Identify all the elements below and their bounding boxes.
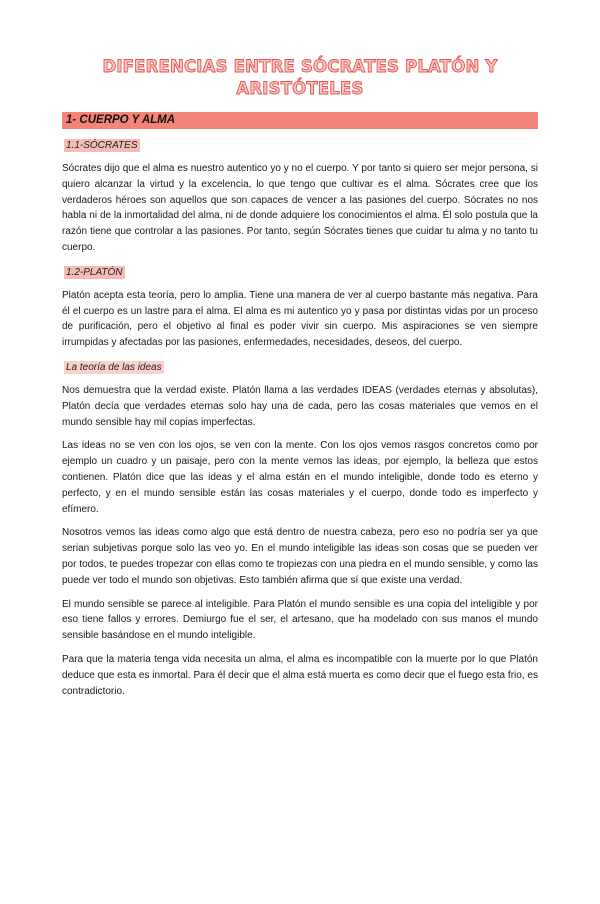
- document-title: DIFERENCIAS ENTRE SÓCRATES PLATÓN Y ARISTÓTELES: [102, 57, 498, 98]
- paragraph-ideas-2: Las ideas no se ven con los ojos, se ven con la mente. Con los ojos vemos rasgos concretos como por ejemplo un cuadro y un paisaje, pero con la mente vemos las ideas, por ejemplo, la belleza que estos contienen. Platón dice que las ideas y el alma están en el mundo inteligible, donde todo es eterno y perfecto, y en el mundo sensible están las cosas materiales y el cuerpo, donde todo es imperfecto y efímero.: [62, 440, 538, 515]
- paragraph-ideas-1: Nos demuestra que la verdad existe. Platón llama a las verdades IDEAS (verdades eternas y absolutas), Platón decía que verdades eternas solo hay una de cada, pero las cosas materiales que vemos en el mundo sensible hay mil copias imperfectas.: [62, 384, 538, 428]
- subheading-teoria-ideas: La teoría de las ideas: [66, 361, 162, 373]
- paragraph-socrates: Sócrates dijo que el alma es nuestro autentico yo y no el cuerpo. Y por tanto si quiero ser mejor persona, si quiero alcanzar la virtud y la excelencia, lo que tengo que cultivar es el alma. Sócrates cree que los verdaderos héroes son aquellos que son capaces de vencer a las pasiones del cuerpo. Sócrates no nos habla ni de la inmortalidad del alma, ni de donde adquiere los conocimientos el alma. Él solo postula que la razón tiene que controlar a las pasiones. Por tanto, según Sócrates tienes que cuidar tu alma y no tanto tu cuerpo.: [62, 163, 538, 253]
- paragraph-ideas-5: Para que la materia tenga vida necesita un alma, el alma es incompatible con la muerte por lo que Platón deduce que esta es inmortal. Para él decir que el alma está muerta es como decir que el fuego esta frio, es contradictorio.: [62, 653, 538, 697]
- paragraph-ideas-4: El mundo sensible se parece al inteligible. Para Platón el mundo sensible es una copia del inteligible y por eso tiene fallos y errores. Demiurgo fue el ser, el artesano, que ha modelado con sus manos el mundo sensible basándose en el mundo inteligible.: [62, 598, 538, 642]
- subheading-platon: 1.2-PLATÓN: [66, 266, 123, 278]
- document-page: [0, 56, 600, 904]
- paragraph-ideas-3: Nosotros vemos las ideas como algo que está dentro de nuestra cabeza, pero eso no podría ser ya que serian subjetivas porque solo las veo yo. En el mundo inteligible las ideas son cosas que se pueden ver por todos, te puedes tropezar con ellas como te tropiezas con una piedra en el mundo sensible, y como las puede ver todo el mundo son objetivas. Esto también afirma que sí que existe una verdad.: [62, 527, 538, 586]
- paragraph-platon: Platón acepta esta teoría, pero lo amplia. Tiene una manera de ver al cuerpo bastante más negativa. Para él el cuerpo es un lastre para el alma. El alma es mi autentico yo y pasa por distintas vidas por un proceso de purificación, pero el objetivo al final es poder vivir sin cuerpo. Mis aspiraciones se ven siempre irrumpidas y afectadas por las pasiones, enfermedades, necesidades, deseos, del cuerpo.: [62, 289, 538, 349]
- section-heading-cuerpo-y-alma: 1- CUERPO Y ALMA: [62, 112, 538, 129]
- subheading-socrates: 1.1-SÓCRATES: [66, 140, 138, 151]
